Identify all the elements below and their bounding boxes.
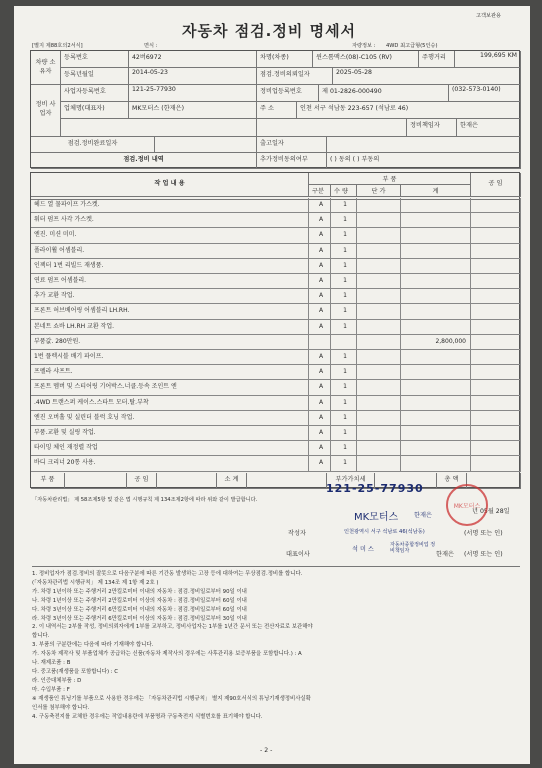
issue-date: 년 05월 28일 (472, 508, 510, 515)
rep-stamp-left: 석 미 스 (352, 546, 374, 553)
cell-work: .4WD 트랜스퍼 케이스.스타트 모터.탈.부착 (31, 396, 309, 410)
mileage-label: 주행거리 (419, 51, 455, 68)
col-amount-header: 계 (401, 185, 471, 197)
note-line: 라. 인증대체부품 : D (32, 677, 82, 684)
table-row (31, 335, 521, 350)
col-class-header: 구분 (309, 185, 331, 197)
reg-no-value: 42버6972 (129, 51, 257, 68)
address-value: 인천 서구 석남동 223-657 (석남로 46) (297, 102, 521, 119)
cell-labor (471, 335, 521, 349)
cell-cls: A (309, 304, 331, 318)
cell-cls: A (309, 456, 331, 470)
cell-unit (357, 244, 401, 258)
cell-amount (401, 441, 471, 455)
blank-cell-2 (257, 119, 407, 137)
certify-text: 「자동차관리법」 제 58조제5항 및 같은 법 시행규칙 제 134조제2항에 따라 위와 같이 발급합니다. (32, 497, 258, 503)
cell-qty: 1 (331, 396, 357, 410)
cell-labor (471, 396, 521, 410)
address-label: 주 소 (257, 102, 297, 119)
cell-unit (357, 456, 401, 470)
cell-work: 프론트 멤버 및 스티어링 기어박스.너클.등속 조인트 엔 (31, 380, 309, 394)
cell-work: 1번 플렉시블 배기 파이프. (31, 350, 309, 364)
company-seal (446, 484, 488, 526)
table-row (31, 244, 521, 259)
cell-cls: A (309, 426, 331, 440)
out-date-value (327, 137, 521, 153)
table-row (31, 274, 521, 289)
cell-amount (401, 350, 471, 364)
stamp-biz-number: 121-25-77930 (326, 482, 424, 495)
owner-section-label: 차량 소유자 (31, 51, 61, 85)
cell-amount (401, 426, 471, 440)
table-row (31, 213, 521, 228)
shop-name-label: 업체명(대표자) (61, 102, 129, 119)
cell-unit (357, 320, 401, 334)
done-date-label: 점검.정비완료일자 (31, 137, 155, 153)
cell-unit (357, 213, 401, 227)
footer-total-label: 총 액 (437, 473, 467, 489)
cell-cls: A (309, 396, 331, 410)
cell-work: 타이밍 체인 재정렬 작업 (31, 441, 309, 455)
page-number: - 2 - (260, 747, 273, 754)
table-row (31, 198, 521, 213)
cell-cls: A (309, 259, 331, 273)
out-date-label: 출고일자 (257, 137, 327, 153)
cell-unit (357, 396, 401, 410)
cell-qty: 1 (331, 289, 357, 303)
cell-qty (331, 335, 357, 349)
col-labor-header: 공 임 (471, 173, 521, 197)
cell-unit (357, 441, 401, 455)
footer-labor-value (157, 473, 217, 489)
cell-work: 프펠라 샤프트. (31, 365, 309, 379)
cell-work: 부품.교환 및 실링 작업. (31, 426, 309, 440)
cell-work: 프론트 허브베어링 어셈블리 LH.RH. (31, 304, 309, 318)
rep-signature: 한재은 (414, 512, 432, 519)
footer-subtotal-label: 소 계 (217, 473, 247, 489)
cell-unit (357, 274, 401, 288)
cell-unit (357, 259, 401, 273)
table-row (31, 426, 521, 441)
note-line: ※ 재생품인 튜닝기를 부품으로 사용한 경우에는 「자동차관리법 시행규칙」 별지 제90호서식의 튜닝기재생정비사실확 (32, 695, 311, 702)
cell-qty: 1 (331, 441, 357, 455)
shop-reg-value: 제 01-2826-000490 (319, 85, 449, 102)
cell-amount (401, 274, 471, 288)
rep-stamp-right: 자동차종합정비업 정비책임자 (390, 542, 436, 554)
cell-qty: 1 (331, 213, 357, 227)
table-row (31, 259, 521, 274)
cell-labor (471, 244, 521, 258)
note-line: 1. 정비업자가 점검.정비의 잘못으로 다음구분에 따른 기간동 발생하는 고장 등에 대하여는 무상점검.정비를 합니다. (32, 571, 303, 577)
cell-unit (357, 380, 401, 394)
work-summary-label: 점검.정비 내역 (31, 153, 257, 169)
shop-section-label: 정비 사업자 (31, 85, 61, 137)
cell-unit (357, 335, 401, 349)
writer-address: 인천광역시 서구 석남로 46(석남동) (344, 529, 425, 535)
cell-cls: A (309, 365, 331, 379)
cell-work: 인젝터 1번 리빌드 재생품. (31, 259, 309, 273)
table-row (31, 320, 521, 335)
rep-label: 대표이사 (286, 551, 310, 558)
model-label: 차명(차종) (257, 51, 313, 68)
cell-qty: 1 (331, 350, 357, 364)
note-line: 가. 차령 1년이하 또는 주행거리 2만킬로미터 이내의 자동차 : 점검.정비일로부터 90일 이내 (32, 588, 247, 595)
cell-labor (471, 441, 521, 455)
cell-qty: 1 (331, 411, 357, 425)
model-value: 윈스톰맥스(08)-C105 (RV) (313, 51, 419, 68)
seal-text: MK모터스 (453, 502, 481, 510)
biz-no-value: 121-25-77930 (129, 85, 257, 102)
cell-cls: A (309, 289, 331, 303)
writer-sign-note: (서명 또는 인) (464, 530, 503, 537)
footer-parts-value (65, 473, 127, 489)
col-qty-header: 수 량 (331, 185, 357, 197)
table-row (31, 411, 521, 426)
cell-labor (471, 380, 521, 394)
cell-amount (401, 365, 471, 379)
note-line: 가. 자동차 제작사 및 부품업체가 공급하는 신품(자동차 제작사의 경우에는 사후관리용 보증부품을 포함합니다.) : A (32, 651, 302, 658)
done-date-value (155, 137, 257, 153)
biz-no-label: 사업자등록번호 (61, 85, 129, 102)
cell-labor (471, 198, 521, 212)
page-title: 자동차 점검.정비 명세서 (182, 22, 357, 40)
cell-amount (401, 411, 471, 425)
cell-cls (309, 335, 331, 349)
cell-amount (401, 320, 471, 334)
cell-cls: A (309, 380, 331, 394)
statement-sheet (14, 6, 530, 764)
cell-unit (357, 304, 401, 318)
cell-work: 엔진. 미션 미미. (31, 228, 309, 242)
cell-work: 추가 교환 작업. (31, 289, 309, 303)
note-line: 다. 차령 3년이상 또는 주행거리 6만킬로미터 이내의 자동차 : 점검.정비일로부터 60일 이내 (32, 606, 247, 613)
cell-cls: A (309, 198, 331, 212)
note-line: 마. 수입부품 : F (32, 686, 70, 693)
cell-cls: A (309, 350, 331, 364)
cell-amount: 2,800,000 (401, 335, 471, 349)
cell-work: 연료 펌프 어셈블리. (31, 274, 309, 288)
rep-name: 한재은 (436, 551, 454, 558)
cell-work: 부품값. 280만원. (31, 335, 309, 349)
copy-type-label: 고객보관용 (476, 13, 502, 19)
table-row (31, 228, 521, 243)
footer-labor-label: 공 임 (127, 473, 157, 489)
cell-amount (401, 244, 471, 258)
cell-unit (357, 289, 401, 303)
cell-qty: 1 (331, 304, 357, 318)
cell-work: 폴라이휠 어셈블리. (31, 244, 309, 258)
note-line: 4. 구동축전지를 교체한 경우에는 작업내용란에 부품명과 구동축전지 식별번호를 표기해야 합니다. (32, 713, 263, 720)
reg-date-label: 등록년월일 (61, 68, 129, 85)
cell-amount (401, 228, 471, 242)
footer-vat-label: 부가가치세 (327, 473, 375, 489)
cell-amount (401, 259, 471, 273)
note-line: 라. 차령 3년이상 또는 주행거리 6만킬로미터 이상의 자동차 : 점검.정비일로부터 30일 이내 (32, 615, 247, 622)
col-work-header: 작 업 내 용 (31, 173, 309, 197)
note-line: 다. 중고품(재생품을 포함합니다) : C (32, 668, 119, 675)
footer-subtotal-value (247, 473, 327, 489)
shop-reg-label: 정비업등록번호 (257, 85, 319, 102)
cell-work: 엔진 오버홀 및 실린더 블럭 호닝 작업. (31, 411, 309, 425)
cell-labor (471, 259, 521, 273)
rep-sign-note: (서명 또는 인) (464, 551, 503, 558)
cell-qty: 1 (331, 244, 357, 258)
note-line: 인서를 첨부해야 합니다. (32, 704, 90, 711)
cell-cls: A (309, 411, 331, 425)
note-line: 나. 차령 1년이상 또는 주행거리 2만킬로미터 이상의 자동차 : 점검.정비일로부터 60일 이내 (32, 597, 247, 604)
cell-work: 바디 크리너 20통 사용. (31, 456, 309, 470)
shop-name-value: MK모터스 (한재은) (129, 102, 257, 119)
notes-block (32, 566, 520, 721)
reg-date-value: 2014-05-23 (129, 68, 257, 85)
mileage-value: 199,695 KM (455, 51, 521, 68)
cell-work: 워터 펌프 사각 가스켓. (31, 213, 309, 227)
copy-label: 면식 : (144, 43, 158, 49)
cell-amount (401, 198, 471, 212)
cell-labor (471, 274, 521, 288)
blank-cell (61, 119, 257, 137)
cell-amount (401, 380, 471, 394)
extra-consent-value: ( ) 동의 ( ) 부동의 (327, 153, 521, 169)
table-row (31, 350, 521, 365)
cell-labor (471, 456, 521, 470)
writer-label: 작성자 (288, 530, 306, 537)
cell-labor (471, 411, 521, 425)
work-table (30, 172, 520, 488)
table-row (31, 289, 521, 304)
cell-unit (357, 411, 401, 425)
table-row (31, 365, 521, 380)
cell-cls: A (309, 274, 331, 288)
cell-qty: 1 (331, 426, 357, 440)
note-line: 합니다. (32, 633, 50, 640)
note-line: (「자동차관리법 시행규칙」 제 134조 제 1항 제 2호 ) (32, 579, 159, 586)
cell-labor (471, 365, 521, 379)
extra-consent-label: 추가정비동의여부 (257, 153, 327, 169)
manager-value: 한재은 (457, 119, 521, 137)
cell-unit (357, 365, 401, 379)
cell-amount (401, 304, 471, 318)
vehicle-info-label: 자량정보 : (352, 43, 376, 49)
table-row (31, 441, 521, 456)
cell-cls: A (309, 213, 331, 227)
shop-phone: (032-573-0140) (449, 85, 521, 102)
cell-qty: 1 (331, 228, 357, 242)
info-table (30, 50, 520, 168)
cell-qty: 1 (331, 365, 357, 379)
table-row (31, 456, 521, 471)
work-date-value: 2025-05-28 (333, 68, 521, 85)
cell-amount (401, 396, 471, 410)
work-date-label: 점검.정비의뢰일자 (257, 68, 333, 85)
cell-labor (471, 320, 521, 334)
cell-qty: 1 (331, 380, 357, 394)
cell-amount (401, 456, 471, 470)
cell-qty: 1 (331, 198, 357, 212)
cell-qty: 1 (331, 259, 357, 273)
cell-amount (401, 289, 471, 303)
cell-labor (471, 213, 521, 227)
col-unit-header: 단 가 (357, 185, 401, 197)
cell-labor (471, 426, 521, 440)
cell-work: 본네트 쇼바 LH.RH 교환 작업. (31, 320, 309, 334)
col-parts-header: 부 품 (309, 173, 471, 185)
cell-cls: A (309, 244, 331, 258)
footer-parts-label: 부 품 (31, 473, 65, 489)
note-line: 3. 부품의 구분란에는 다음에 따라 기재해야 합니다. (32, 642, 154, 649)
table-row (31, 396, 521, 411)
cell-labor (471, 228, 521, 242)
cell-work: 헤드 열 물파이프 가스켓. (31, 198, 309, 212)
cell-labor (471, 350, 521, 364)
cell-cls: A (309, 320, 331, 334)
table-row (31, 304, 521, 319)
vehicle-info-value: 4WD 최고급형(5인승) (386, 43, 438, 49)
cell-qty: 1 (331, 456, 357, 470)
table-row (31, 380, 521, 395)
form-number: [별지 제88호의2서식] (32, 43, 83, 49)
note-line: 나. 재제조품 : B (32, 660, 71, 667)
cell-cls: A (309, 441, 331, 455)
cell-unit (357, 198, 401, 212)
reg-no-label: 등록번호 (61, 51, 129, 68)
cell-labor (471, 289, 521, 303)
cell-unit (357, 228, 401, 242)
note-line: 2. 이 내역서는 2부를 작성, 정비의뢰자에게 1부를 교부하고, 정비사업자는 1부를 1년간 문서 또는 전산자료로 보관해야 (32, 624, 313, 631)
manager-label: 정비책임자 (407, 119, 457, 137)
cell-unit (357, 426, 401, 440)
cell-qty: 1 (331, 320, 357, 334)
cell-cls: A (309, 228, 331, 242)
cell-qty: 1 (331, 274, 357, 288)
cell-amount (401, 213, 471, 227)
cell-unit (357, 350, 401, 364)
cell-labor (471, 304, 521, 318)
stamp-shop-name: MK모터스 (354, 512, 399, 523)
